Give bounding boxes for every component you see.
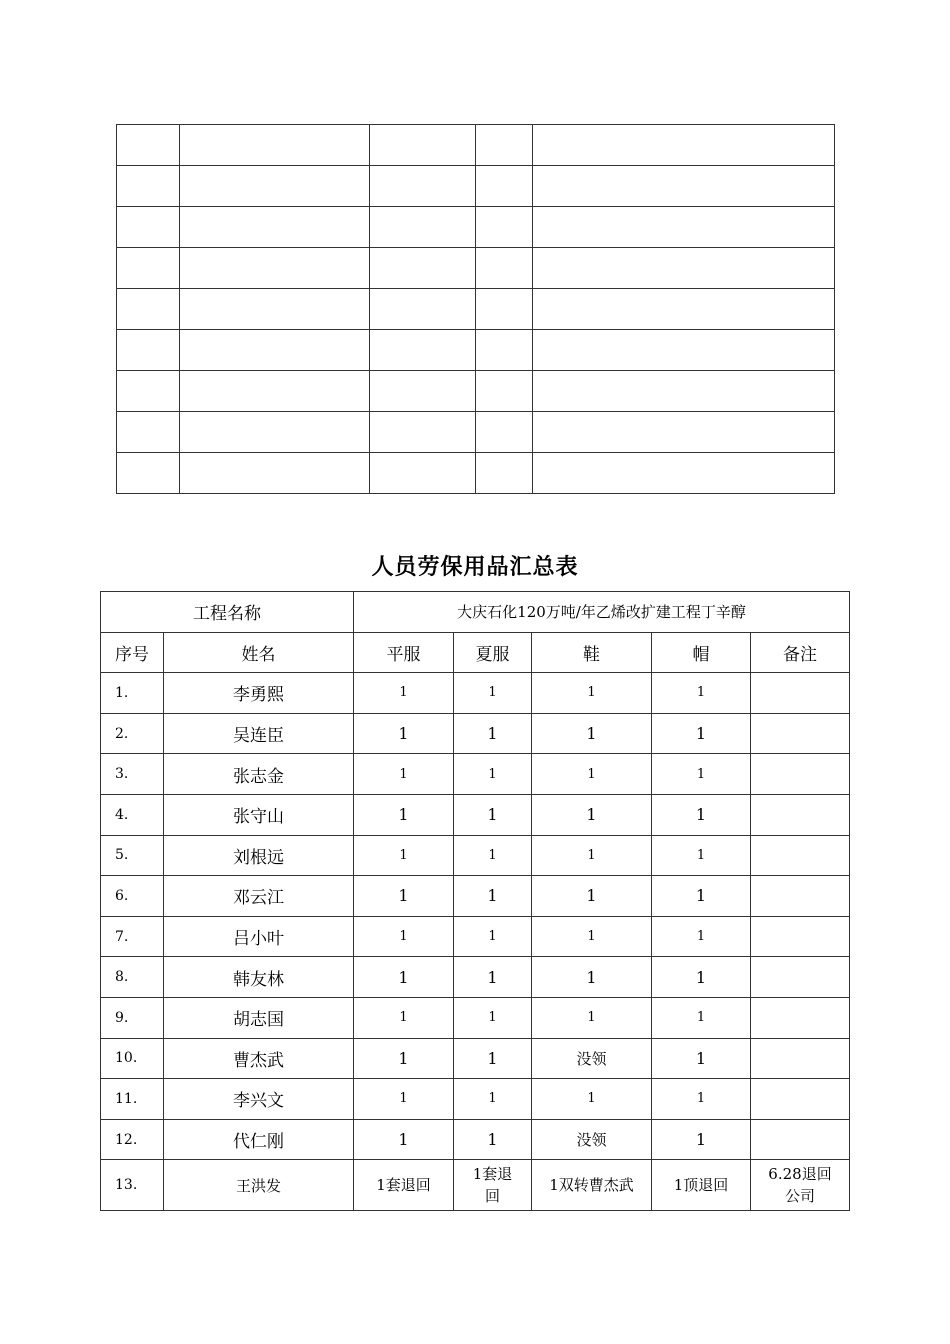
- row-ping-fu: 1: [354, 673, 454, 714]
- row-shoes: 1: [532, 673, 652, 714]
- row-hat: 1: [652, 673, 751, 714]
- row-index: 4.: [101, 794, 164, 835]
- row-xia-fu: 1: [454, 673, 532, 714]
- row-note: 6.28退回公司: [751, 1160, 850, 1211]
- row-hat: 1: [652, 754, 751, 795]
- empty-grid-row: [117, 248, 835, 289]
- row-index: 7.: [101, 916, 164, 957]
- empty-grid-cell: [476, 412, 533, 453]
- row-index: 3.: [101, 754, 164, 795]
- empty-grid-cell: [533, 248, 835, 289]
- empty-grid-cell: [370, 248, 476, 289]
- empty-grid-cell: [180, 412, 370, 453]
- empty-grid-cell: [533, 207, 835, 248]
- header-ping-fu: 平服: [354, 632, 454, 673]
- table-row: [101, 1160, 850, 1211]
- project-row: [101, 592, 850, 633]
- empty-grid-cell: [370, 412, 476, 453]
- row-hat: 1: [652, 916, 751, 957]
- empty-grid-cell: [180, 248, 370, 289]
- empty-grid-cell: [117, 248, 180, 289]
- empty-grid-cell: [117, 371, 180, 412]
- empty-grid-cell: [476, 371, 533, 412]
- row-shoes: 1: [532, 794, 652, 835]
- table-row: [101, 957, 850, 998]
- row-ping-fu: 1: [354, 754, 454, 795]
- empty-grid-cell: [476, 248, 533, 289]
- empty-grid-cell: [370, 453, 476, 494]
- page-title: 人员劳保用品汇总表: [371, 555, 579, 580]
- row-index: 13.: [101, 1160, 164, 1211]
- row-shoes: 1双转曹杰武: [532, 1160, 652, 1211]
- header-hat: 帽: [652, 632, 751, 673]
- row-shoes: 1: [532, 1079, 652, 1120]
- empty-grid-cell: [476, 330, 533, 371]
- row-name: 刘根远: [164, 835, 354, 876]
- row-xia-fu: 1: [454, 794, 532, 835]
- row-hat: 1: [652, 1119, 751, 1160]
- empty-grid-cell: [370, 125, 476, 166]
- row-xia-fu: 1: [454, 835, 532, 876]
- empty-grid-row: [117, 125, 835, 166]
- empty-grid-row: [117, 289, 835, 330]
- empty-grid-cell: [117, 330, 180, 371]
- row-ping-fu: 1: [354, 997, 454, 1038]
- table-row: [101, 794, 850, 835]
- empty-grid-cell: [117, 453, 180, 494]
- empty-grid-cell: [476, 166, 533, 207]
- row-xia-fu: 1: [454, 1119, 532, 1160]
- row-hat: 1: [652, 1079, 751, 1120]
- empty-grid-row: [117, 330, 835, 371]
- row-index: 9.: [101, 997, 164, 1038]
- row-ping-fu: 1套退回: [354, 1160, 454, 1211]
- row-ping-fu: 1: [354, 1079, 454, 1120]
- row-xia-fu: 1: [454, 1079, 532, 1120]
- header-index: 序号: [101, 632, 164, 673]
- row-ping-fu: 1: [354, 916, 454, 957]
- empty-grid-cell: [370, 330, 476, 371]
- empty-grid-row: [117, 166, 835, 207]
- row-hat: 1: [652, 835, 751, 876]
- project-label: 工程名称: [101, 592, 354, 633]
- project-name: 大庆石化120万吨/年乙烯改扩建工程丁辛醇: [354, 592, 850, 633]
- empty-grid-cell: [117, 412, 180, 453]
- row-hat: 1: [652, 876, 751, 917]
- header-note: 备注: [751, 632, 850, 673]
- table-row: [101, 1079, 850, 1120]
- row-index: 11.: [101, 1079, 164, 1120]
- row-shoes: 1: [532, 754, 652, 795]
- empty-grid-cell: [370, 166, 476, 207]
- empty-grid-table: [116, 124, 835, 494]
- row-ping-fu: 1: [354, 1119, 454, 1160]
- empty-grid-cell: [370, 289, 476, 330]
- row-xia-fu: 1: [454, 916, 532, 957]
- table-row: [101, 916, 850, 957]
- empty-grid-cell: [180, 207, 370, 248]
- row-hat: 1: [652, 794, 751, 835]
- empty-grid-cell: [533, 166, 835, 207]
- empty-grid-cell: [180, 289, 370, 330]
- empty-grid-cell: [533, 412, 835, 453]
- empty-grid-cell: [476, 207, 533, 248]
- table-row: [101, 997, 850, 1038]
- row-xia-fu: 1: [454, 997, 532, 1038]
- empty-grid-cell: [533, 125, 835, 166]
- row-ping-fu: 1: [354, 835, 454, 876]
- row-shoes: 没领: [532, 1038, 652, 1079]
- row-hat: 1: [652, 1038, 751, 1079]
- row-name: 韩友林: [164, 957, 354, 998]
- row-name: 张守山: [164, 794, 354, 835]
- row-index: 10.: [101, 1038, 164, 1079]
- row-xia-fu: 1: [454, 876, 532, 917]
- row-note: [751, 916, 850, 957]
- empty-grid-row: [117, 453, 835, 494]
- empty-grid-cell: [180, 125, 370, 166]
- row-ping-fu: 1: [354, 713, 454, 754]
- empty-grid-cell: [117, 125, 180, 166]
- empty-grid-cell: [180, 330, 370, 371]
- row-name: 曹杰武: [164, 1038, 354, 1079]
- row-note: [751, 1079, 850, 1120]
- row-name: 邓云江: [164, 876, 354, 917]
- row-ping-fu: 1: [354, 957, 454, 998]
- row-index: 2.: [101, 713, 164, 754]
- table-row: [101, 1038, 850, 1079]
- empty-grid-cell: [476, 289, 533, 330]
- table-row: [101, 876, 850, 917]
- empty-grid-row: [117, 412, 835, 453]
- empty-grid-row: [117, 371, 835, 412]
- row-hat: 1: [652, 957, 751, 998]
- row-xia-fu: 1套退回: [454, 1160, 532, 1211]
- row-name: 代仁刚: [164, 1119, 354, 1160]
- table-row: [101, 754, 850, 795]
- row-note: [751, 754, 850, 795]
- row-shoes: 1: [532, 835, 652, 876]
- empty-grid-row: [117, 207, 835, 248]
- row-note: [751, 713, 850, 754]
- empty-grid-cell: [370, 371, 476, 412]
- row-index: 1.: [101, 673, 164, 714]
- empty-grid-cell: [476, 453, 533, 494]
- empty-grid-cell: [533, 330, 835, 371]
- row-index: 6.: [101, 876, 164, 917]
- row-ping-fu: 1: [354, 1038, 454, 1079]
- table-row: [101, 1119, 850, 1160]
- row-index: 5.: [101, 835, 164, 876]
- empty-grid-cell: [117, 289, 180, 330]
- empty-grid-cell: [117, 207, 180, 248]
- empty-grid-cell: [180, 453, 370, 494]
- row-name: 胡志国: [164, 997, 354, 1038]
- row-name: 张志金: [164, 754, 354, 795]
- row-xia-fu: 1: [454, 1038, 532, 1079]
- row-hat: 1顶退回: [652, 1160, 751, 1211]
- row-shoes: 1: [532, 997, 652, 1038]
- row-index: 8.: [101, 957, 164, 998]
- empty-grid-cell: [476, 125, 533, 166]
- row-note: [751, 957, 850, 998]
- row-xia-fu: 1: [454, 957, 532, 998]
- row-xia-fu: 1: [454, 713, 532, 754]
- row-shoes: 1: [532, 713, 652, 754]
- row-name: 吴连臣: [164, 713, 354, 754]
- empty-grid-cell: [370, 207, 476, 248]
- row-note: [751, 673, 850, 714]
- row-shoes: 1: [532, 957, 652, 998]
- row-index: 12.: [101, 1119, 164, 1160]
- row-shoes: 1: [532, 876, 652, 917]
- row-name: 李勇熙: [164, 673, 354, 714]
- empty-grid-cell: [180, 371, 370, 412]
- table-row: [101, 835, 850, 876]
- row-note: [751, 1119, 850, 1160]
- row-shoes: 1: [532, 916, 652, 957]
- row-hat: 1: [652, 997, 751, 1038]
- summary-table: [100, 591, 850, 1211]
- row-hat: 1: [652, 713, 751, 754]
- row-note: [751, 835, 850, 876]
- table-row: [101, 713, 850, 754]
- header-shoes: 鞋: [532, 632, 652, 673]
- table-row: [101, 673, 850, 714]
- row-note: [751, 876, 850, 917]
- row-ping-fu: 1: [354, 794, 454, 835]
- empty-grid-cell: [180, 166, 370, 207]
- row-note: [751, 794, 850, 835]
- row-name: 吕小叶: [164, 916, 354, 957]
- empty-grid-cell: [533, 453, 835, 494]
- empty-grid-cell: [117, 166, 180, 207]
- row-note: [751, 1038, 850, 1079]
- row-shoes: 没领: [532, 1119, 652, 1160]
- header-xia-fu: 夏服: [454, 632, 532, 673]
- header-row: [101, 632, 850, 673]
- row-ping-fu: 1: [354, 876, 454, 917]
- row-name: 李兴文: [164, 1079, 354, 1120]
- header-name: 姓名: [164, 632, 354, 673]
- row-note: [751, 997, 850, 1038]
- empty-grid-cell: [533, 289, 835, 330]
- row-xia-fu: 1: [454, 754, 532, 795]
- empty-grid-cell: [533, 371, 835, 412]
- row-name: 王洪发: [164, 1160, 354, 1211]
